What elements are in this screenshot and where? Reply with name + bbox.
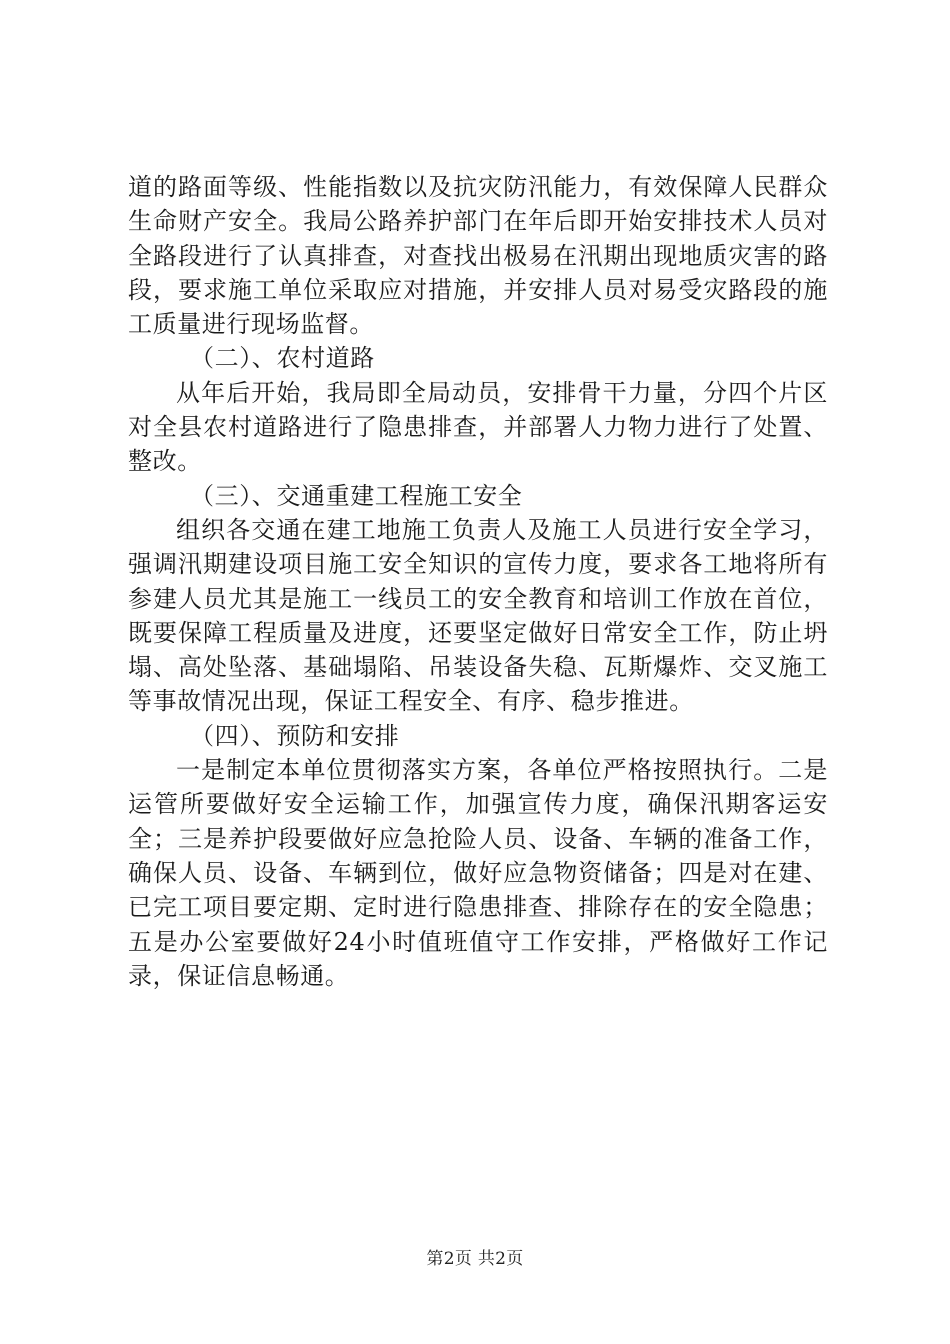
section-heading-prevention: （四）、预防和安排 [190, 721, 400, 750]
section-heading-rural-roads: （二）、农村道路 [190, 344, 375, 373]
page-number-footer: 第2页 共2页 [426, 1249, 524, 1269]
paragraph-road-maintenance: 道的路面等级、性能指数以及抗灾防汛能力，有效保障人民群众生命财产安全。我局公路养护部门在年后即开始安排技术人员对全路段进行了认真排查，对查找出极易在汛期出现地质灾害的路段，要求施工单位采取应对措施，并安排人员对易受灾路段的施工质量进行现场监督。 [128, 173, 828, 339]
document-body [128, 170, 828, 993]
section-heading-construction-safety: （三）、交通重建工程施工安全 [190, 481, 523, 510]
paragraph-construction-safety: 组织各交通在建工地施工负责人及施工人员进行安全学习，强调汛期建设项目施工安全知识的宣传力度，要求各工地将所有参建人员尤其是施工一线员工的安全教育和培训工作放在首位，既要保障工程质量及进度，还要坚定做好日常安全工作，防止坍塌、高处坠落、基础塌陷、吊装设备失稳、瓦斯爆炸、交叉施工等事故情况出现，保证工程安全、有序、稳步推进。 [128, 515, 828, 716]
paragraph-prevention: 一是制定本单位贯彻落实方案，各单位严格按照执行。二是运管所要做好安全运输工作，加强宣传力度，确保汛期客运安全；三是养护段要做好应急抢险人员、设备、车辆的准备工作，确保人员、设备、车辆到位，做好应急物资储备；四是对在建、已完工项目要定期、定时进行隐患排查、排除存在的安全隐患；五是办公室要做好24小时值班值守工作安排，严格做好工作记录，保证信息畅通。 [128, 756, 828, 990]
paragraph-rural-roads: 从年后开始，我局即全局动员，安排骨干力量，分四个片区对全县农村道路进行了隐患排查，并部署人力物力进行了处置、整改。 [128, 378, 828, 476]
